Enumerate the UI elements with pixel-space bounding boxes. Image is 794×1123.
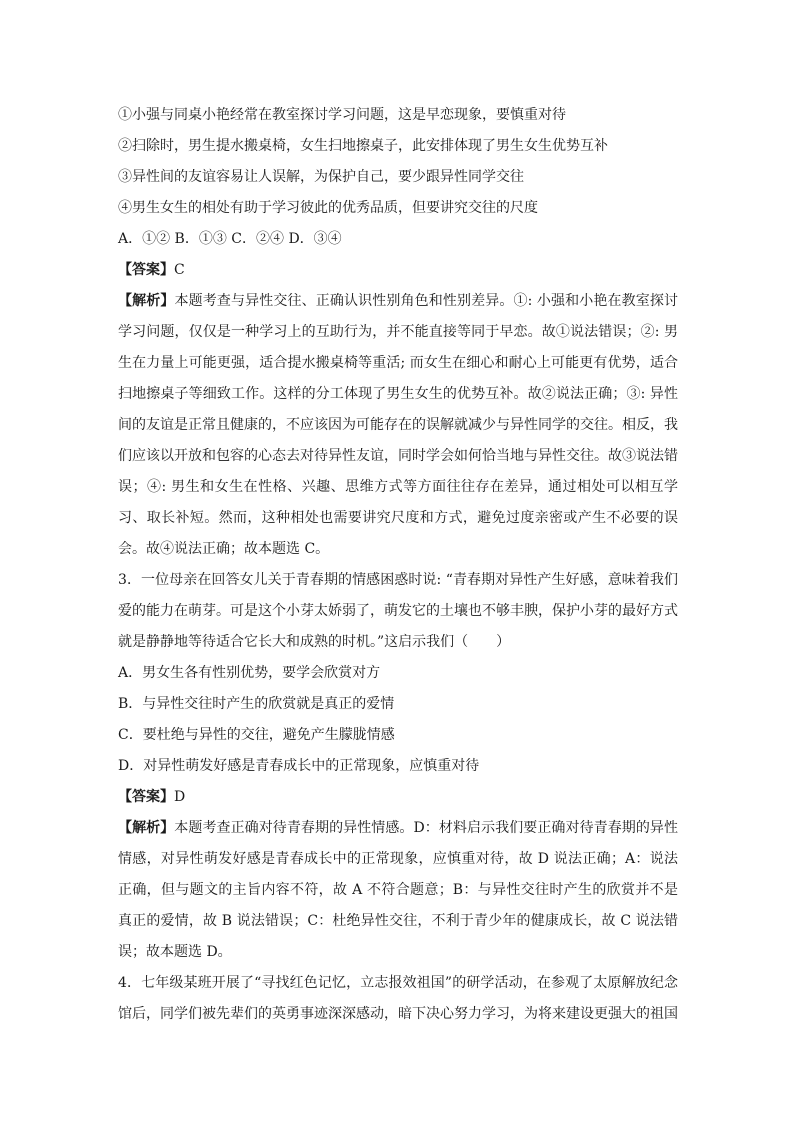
analysis-text: 本题考查与异性交往、正确认识性别角色和性别差异。①: 小强和小艳在教室探讨学习问题，仅仅是一种学习上的互助行为，并不能直接等同于早恋。故①说法错误；②: 男生在力量上可能更强，适合提水搬桌椅等重活; 而女生在细心和耐心上可能更有优势，适合扫地擦桌子等细致工作。这样的分工体现了男生女生的优势互补。故②说法正确；③: 异性间的友谊是正常且健康的，不应该因为可能存在的误解就减少与异性同学的交往。相反，我们应该以开放和包容的心态去对待异性友谊，同时学会如何恰当地与异性交往。故③说法错误；④: 男生和女生在性格、兴趣、思维方式等方面往往存在差异，通过相处可以相互学习、取长补短。然而，这种相处也需要讲究尺度和方式，避免过度亲密或产生不必要的误会。故④说法正确；故本题选 C。 [118,293,678,557]
q3-option-d: D．对异性萌发好感是青春成长中的正常现象，应慎重对待 [118,758,480,774]
q3-stem: 3．一位母亲在回答女儿关于青春期的情感困惑时说: “青春期对异性产生好感，意味着我们爱的能力在萌芽。可是这个小芽太娇弱了，萌发它的土壤也不够丰腴，保护小芽的最好方式就是静静地等待适合它长大和成熟的时机。”这启示我们（ ） [118,572,678,650]
q2-statement-1: ①小强与同桌小艳经常在教室探讨学习问题，这是早恋现象，要慎重对待 [118,107,566,123]
q2-analysis [118,286,678,565]
answer-tag: 【答案】 [118,262,174,278]
q3-analysis [118,813,678,968]
q2-options: A．①② B．①③ C．②④ D．③④ [118,231,342,247]
document-content [118,100,678,1030]
analysis-tag: 【解析】 [118,820,175,836]
q2-statement-4: ④男生女生的相处有助于学习彼此的优秀品质，但要讲究交往的尺度 [118,200,538,216]
q3-answer [118,782,678,813]
q2-statement-3: ③异性间的友谊容易让人误解，为保护自己，要少跟异性同学交往 [118,169,524,185]
q3-option-b: B．与异性交往时产生的欣赏就是真正的爱情 [118,696,395,712]
answer-value: D [174,789,186,805]
q2-statement-2: ②扫除时，男生提水搬桌椅，女生扫地擦桌子，此安排体现了男生女生优势互补 [118,138,608,154]
q4-stem: 4．七年级某班开展了“寻找红色记忆，立志报效祖国”的研学活动，在参观了太原解放纪念馆后，同学们被先辈们的英勇事迹深深感动，暗下决心努力学习，为将来建设更强大的祖国 [118,975,678,1022]
analysis-text: 本题考查正确对待青春期的异性情感。D：材料启示我们要正确对待青春期的异性情感，对异性萌发好感是青春成长中的正常现象，应慎重对待，故 D 说法正确；A：说法正确，但与题文的主旨内容不符，故 A 不符合题意；B：与异性交往时产生的欣赏并不是真正的爱情，故 B 说法错误；C：杜绝异性交往，不利于青少年的健康成长，故 C 说法错误；故本题选 D。 [118,820,679,960]
q2-answer [118,255,678,286]
answer-tag: 【答案】 [118,789,174,805]
answer-value: C [174,262,185,278]
q3-option-a: A．男女生各有性别优势，要学会欣赏对方 [118,665,381,681]
q3-option-c: C．要杜绝与异性的交往，避免产生朦胧情感 [118,727,395,743]
analysis-tag: 【解析】 [118,293,175,309]
